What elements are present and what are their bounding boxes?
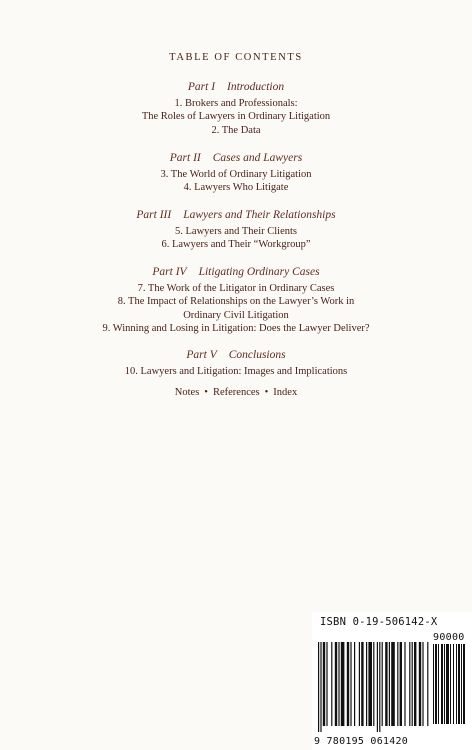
part-label: Part III bbox=[136, 209, 172, 221]
part-label: Part II bbox=[169, 152, 201, 164]
barcode-bar bbox=[377, 642, 378, 732]
part-heading bbox=[0, 208, 472, 222]
back-matter-index: Index bbox=[273, 387, 298, 398]
bullet-separator: • bbox=[264, 387, 269, 398]
back-matter-notes: Notes bbox=[174, 387, 200, 398]
supplement-barcode-icon bbox=[433, 644, 467, 726]
barcode-bar bbox=[391, 642, 395, 726]
part-heading bbox=[0, 80, 472, 94]
barcode-bar bbox=[412, 642, 413, 726]
barcode-bar bbox=[458, 644, 460, 724]
barcode-bar bbox=[366, 642, 367, 726]
barcode-bar bbox=[350, 642, 351, 726]
barcode-bar bbox=[338, 642, 339, 726]
barcode-bar bbox=[453, 644, 454, 724]
barcode-bar bbox=[419, 642, 421, 726]
back-matter-references: References bbox=[212, 387, 260, 398]
part-label: Part I bbox=[187, 81, 216, 93]
chapter-line: 9. Winning and Losing in Litigation: Does the Lawyer Deliver? bbox=[102, 322, 370, 334]
barcode-bar bbox=[382, 642, 383, 726]
chapter-line: 1. Brokers and Professionals: bbox=[174, 98, 298, 109]
part-5 bbox=[0, 348, 472, 378]
barcode-bar bbox=[409, 642, 410, 726]
barcode-bar bbox=[400, 642, 402, 726]
barcode-bar bbox=[359, 642, 360, 726]
barcode-bar bbox=[379, 642, 380, 732]
part-label: Part V bbox=[186, 349, 217, 361]
chapter-line: Ordinary Civil Litigation bbox=[183, 309, 289, 321]
part-label: Part IV bbox=[152, 266, 187, 278]
part-4 bbox=[0, 265, 472, 335]
part-title: Conclusions bbox=[228, 349, 286, 361]
barcode-bar bbox=[389, 642, 390, 726]
barcode-bar bbox=[361, 642, 363, 726]
barcode-bar bbox=[444, 644, 445, 724]
chapter-line: 5. Lawyers and Their Clients bbox=[175, 226, 297, 237]
barcode-bar bbox=[441, 644, 443, 724]
barcode-bar bbox=[323, 642, 325, 726]
chapter-line: 10. Lawyers and Litigation: Images and Implications bbox=[124, 366, 348, 377]
part-3 bbox=[0, 208, 472, 252]
barcode-bar bbox=[326, 642, 327, 726]
barcode-bar bbox=[461, 644, 462, 724]
isbn-number: ISBN 0-19-506142-X bbox=[320, 616, 438, 628]
chapter-line: 2. The Data bbox=[211, 124, 261, 136]
part-1 bbox=[0, 80, 472, 137]
ean-digits: 9 780195 061420 bbox=[314, 736, 409, 747]
ean-barcode-icon bbox=[318, 642, 430, 734]
part-2 bbox=[0, 151, 472, 195]
bullet-separator: • bbox=[204, 387, 208, 398]
barcode-bar bbox=[414, 642, 416, 726]
part-title: Litigating Ordinary Cases bbox=[198, 266, 320, 278]
barcode-bar bbox=[354, 642, 355, 726]
barcode-bar bbox=[318, 642, 319, 732]
barcode-bar bbox=[450, 644, 451, 724]
part-heading bbox=[0, 151, 472, 165]
part-heading bbox=[0, 348, 472, 362]
barcode-bar bbox=[427, 642, 428, 726]
barcode-bar bbox=[404, 642, 405, 726]
barcode-bar bbox=[438, 644, 439, 724]
barcode-bar bbox=[368, 642, 372, 726]
barcode-bar bbox=[331, 642, 332, 726]
part-title: Introduction bbox=[227, 81, 285, 93]
part-title: Lawyers and Their Relationships bbox=[183, 209, 336, 221]
back-matter bbox=[0, 387, 472, 398]
barcode-bar bbox=[335, 642, 337, 726]
barcode-block bbox=[312, 612, 472, 750]
barcode-bar bbox=[422, 642, 423, 726]
chapter-line: 8. The Impact of Relationships on the Lawyer’s Work in bbox=[117, 296, 355, 308]
chapter-line: 3. The World of Ordinary Litigation bbox=[160, 169, 312, 180]
barcode-bar bbox=[446, 644, 449, 724]
barcode-bar bbox=[435, 644, 437, 724]
barcode-bar bbox=[320, 642, 321, 732]
price-code: 90000 bbox=[433, 632, 465, 643]
barcode-bar bbox=[341, 642, 345, 726]
part-heading bbox=[0, 265, 472, 279]
barcode-bar bbox=[463, 644, 465, 724]
barcode-bar bbox=[433, 644, 434, 724]
toc-title: TABLE OF CONTENTS bbox=[169, 52, 303, 63]
barcode-bar bbox=[347, 642, 349, 726]
chapter-line: 4. Lawyers Who Litigate bbox=[183, 182, 289, 194]
chapter-line: The Roles of Lawyers in Ordinary Litigation bbox=[141, 111, 331, 123]
barcode-bar bbox=[397, 642, 398, 726]
barcode-bar bbox=[385, 642, 387, 726]
barcode-bar bbox=[373, 642, 374, 726]
chapter-line: 6. Lawyers and Their “Workgroup” bbox=[161, 239, 311, 251]
barcode-bar bbox=[456, 644, 457, 724]
chapter-line: 7. The Work of the Litigator in Ordinary Cases bbox=[137, 283, 335, 294]
part-title: Cases and Lawyers bbox=[212, 152, 303, 164]
